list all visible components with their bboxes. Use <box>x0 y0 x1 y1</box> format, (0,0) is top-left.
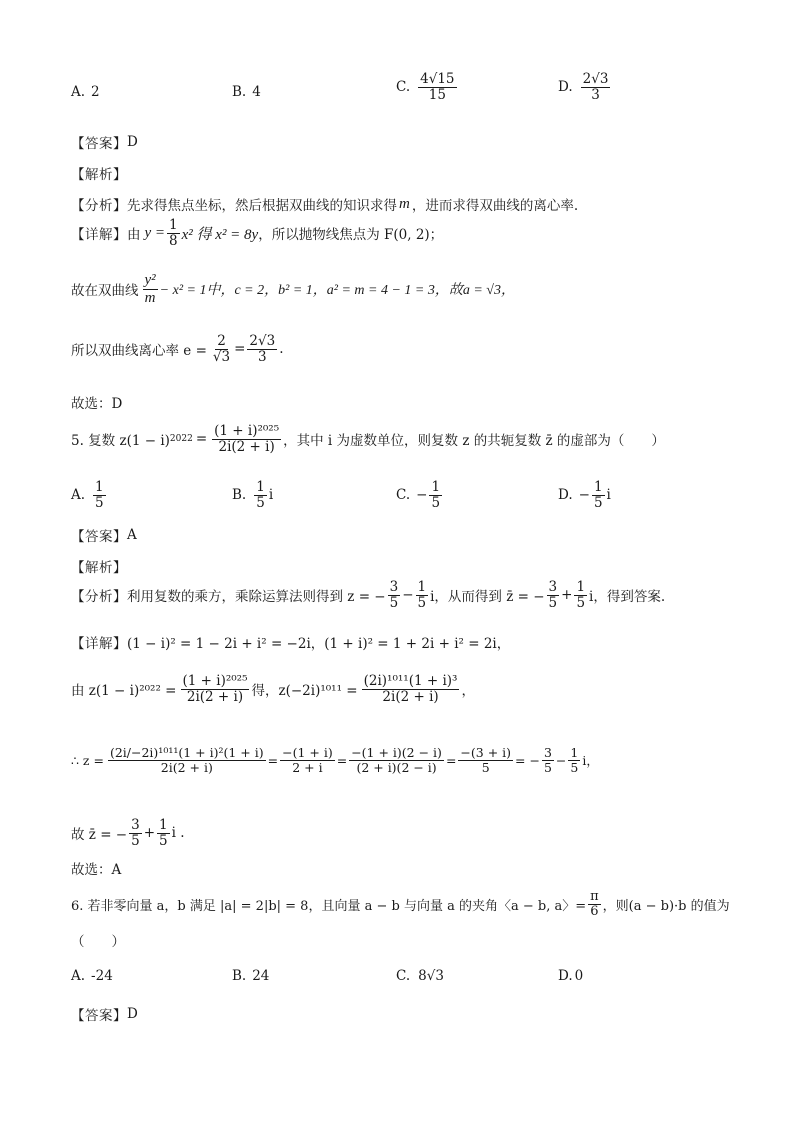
q4-jiexi-label: 【解析】 <box>71 167 127 183</box>
q5-option-c <box>396 480 444 511</box>
q5-line2 <box>71 674 475 705</box>
q5-xiangjie <box>71 632 510 652</box>
fenxi-label: 【分析】 <box>71 198 127 214</box>
math-fraction <box>547 580 560 611</box>
answer-value: A <box>127 527 137 543</box>
q6-stem <box>71 890 730 920</box>
fraction-numerator: 2 <box>217 333 226 349</box>
xiangjie-text: ，所以抛物线焦点为 F(0, 2)； <box>258 227 444 244</box>
option-pre: − <box>578 487 590 504</box>
fraction-numerator: −(1 + i) <box>282 745 333 760</box>
fraction-denominator: 5 <box>431 494 441 511</box>
q5-line4 <box>71 818 185 849</box>
math-fraction <box>143 272 158 306</box>
fraction-numerator: 2√3 <box>582 71 609 87</box>
math-operator: = <box>336 752 348 768</box>
option-text: 24 <box>252 968 270 984</box>
fraction-numerator: 2√3 <box>249 333 276 349</box>
math-expr: x² 得 x² = 8y <box>181 226 259 243</box>
fenxi-label: 【分析】 <box>71 589 127 606</box>
fraction-denominator: (2 + i)(2 − i) <box>356 759 437 775</box>
q5-fenxi <box>71 580 665 611</box>
fraction-denominator: 3 <box>591 86 600 103</box>
math-operator: = <box>234 341 246 358</box>
math-fraction <box>157 818 170 849</box>
q5-option-d <box>558 480 611 511</box>
fraction-numerator: 1 <box>159 817 168 833</box>
fraction-numerator: 3 <box>548 579 558 595</box>
q4-option-b <box>232 84 261 100</box>
math-operator: = <box>267 752 279 768</box>
fenxi-text: i，从而得到 z̄ = − <box>430 589 545 606</box>
fraction-numerator: 1 <box>256 479 265 495</box>
fraction-denominator: √3 <box>212 348 231 365</box>
fraction-denominator: 2 + i <box>292 759 323 775</box>
math-fraction <box>167 218 180 249</box>
math-fraction <box>362 674 460 705</box>
fraction-denominator: 5 <box>95 494 104 511</box>
math-fraction <box>458 746 513 775</box>
math-operator: + <box>143 825 156 842</box>
fraction-denominator: 5 <box>570 759 579 775</box>
fraction-denominator: 5 <box>159 832 168 849</box>
fraction-denominator: 5 <box>256 494 265 511</box>
fraction-denominator: 5 <box>389 594 399 611</box>
option-post: i <box>268 487 274 504</box>
answer-value: D <box>127 1006 138 1022</box>
option-fraction <box>592 480 605 511</box>
math-expr: 得，z(−2i)¹⁰¹¹ = <box>251 683 358 700</box>
fenxi-var: m <box>399 195 410 212</box>
math-fraction <box>129 818 142 849</box>
option-letter: B. <box>232 487 247 504</box>
fraction-denominator: 15 <box>428 86 446 103</box>
answer-label: 【答案】 <box>71 136 127 152</box>
option-letter: D. <box>558 487 573 504</box>
q5-guxuan: 故选：A <box>71 862 122 878</box>
option-letter: A. <box>71 487 86 504</box>
stem-text: ，其中 i 为虚数单位，则复数 z 的共轭复数 z̄ 的虚部为（ ） <box>283 433 665 450</box>
option-letter: A. <box>71 968 86 984</box>
fraction-denominator: 2i(2 + i) <box>186 688 244 705</box>
fraction-denominator: 2i(2 + i) <box>160 759 213 775</box>
fenxi-text: i，得到答案. <box>589 589 666 606</box>
option-text: -24 <box>91 968 113 984</box>
fraction-numerator: 1 <box>95 479 104 495</box>
math-expr: (1 − i)² = 1 − 2i + i² = −2i，(1 + i)² = 1 + 2i + i² = 2i， <box>127 636 511 652</box>
math-fraction <box>388 580 401 611</box>
math-fraction <box>181 674 250 705</box>
option-fraction <box>429 480 442 511</box>
fraction-denominator: 6 <box>590 904 599 920</box>
q5-option-a <box>71 480 108 511</box>
math-fraction <box>108 746 266 775</box>
option-letter: C. <box>396 968 411 984</box>
fraction-numerator: 1 <box>431 479 441 495</box>
math-operator: − <box>402 587 414 604</box>
q5-line3 <box>71 746 599 775</box>
option-letter: D. <box>558 968 573 984</box>
fraction-denominator: 3 <box>258 348 267 365</box>
q4-line2 <box>71 272 515 306</box>
fraction-numerator: y² <box>144 272 156 288</box>
math-expr: i， <box>582 753 599 769</box>
q5-answer <box>71 525 137 545</box>
math-expr: 故 z̄ = − <box>71 827 128 844</box>
math-operator: = − <box>515 752 540 768</box>
fraction-numerator: 3 <box>543 745 552 760</box>
math-operator: + <box>561 587 573 604</box>
math-fraction <box>542 746 554 775</box>
math-expr: − x² = 1中，c = 2，b² = 1，a² = m = 4 − 1 = 3，故a = √3， <box>159 283 515 298</box>
option-text: 4 <box>252 84 261 100</box>
q4-xiangjie <box>71 218 443 249</box>
math-expr: ∴ z = <box>71 752 104 768</box>
q4-option-d <box>558 72 612 103</box>
fraction-numerator: (1 + i)²⁰²⁵ <box>182 673 248 689</box>
fraction-denominator: 5 <box>481 759 490 775</box>
fraction-numerator: 3 <box>389 579 399 595</box>
q4-line3 <box>71 334 283 365</box>
fraction-denominator: m <box>144 289 156 306</box>
xiangjie-label: 【详解】 <box>71 227 127 244</box>
fraction-numerator: (1 + i)²⁰²⁵ <box>214 423 280 439</box>
fraction-denominator: 5 <box>593 494 603 511</box>
option-letter: C. <box>396 487 411 504</box>
fraction-numerator: 1 <box>417 579 427 595</box>
q5-option-b <box>232 480 273 511</box>
text: 所以双曲线离心率 e = <box>71 343 207 360</box>
q6-option-d <box>558 968 583 984</box>
q5-stem: 5. 复数 z(1 − i) 2022 = $\frac{\text{(1 + i)²⁰²⁵}}{2i(2 + i)}$ ，其中 i 为虚数单位，则复数 z 的共轭复数 z̄ 的虚部为（ ） <box>71 423 665 455</box>
option-text: 8√3 <box>418 968 444 984</box>
fraction-numerator: π <box>590 889 599 904</box>
q6-option-b <box>232 968 269 984</box>
fraction-denominator: 2i(2 + i) <box>218 438 275 455</box>
fraction-denominator: 5 <box>417 594 427 611</box>
fenxi-text: 先求得焦点坐标，然后根据双曲线的知识求得 <box>127 198 397 214</box>
option-letter: A. <box>71 84 86 100</box>
option-letter: B. <box>232 84 247 100</box>
fenxi-text: ，进而求得双曲线的离心率. <box>411 198 579 214</box>
math-expr: 由 z(1 − i)²⁰²² = <box>71 683 177 700</box>
text: . <box>279 341 284 358</box>
math-operator: = <box>445 752 457 768</box>
text: 故在双曲线 <box>71 283 139 299</box>
q6-option-c <box>396 968 444 984</box>
math-fraction <box>211 334 232 365</box>
xiangjie-text: 由 <box>127 227 141 244</box>
q6-option-a <box>71 968 113 984</box>
q4-option-c <box>396 72 459 103</box>
fraction-numerator: −(1 + i)(2 − i) <box>351 745 442 760</box>
xiangjie-label: 【详解】 <box>71 636 127 652</box>
fraction-denominator: 5 <box>576 594 586 611</box>
option-post: i <box>606 487 611 504</box>
option-text: 2 <box>91 84 100 100</box>
fraction-denominator: 5 <box>131 832 140 849</box>
math-fraction <box>416 580 429 611</box>
q6-answer <box>71 1004 138 1024</box>
fraction-denominator: 5 <box>548 594 558 611</box>
option-text: 0 <box>574 968 584 984</box>
fraction-numerator: 1 <box>593 479 603 495</box>
option-letter: C. <box>396 79 411 96</box>
option-fraction <box>581 72 611 103</box>
q4-option-a <box>71 84 100 100</box>
math-fraction <box>588 890 601 920</box>
fraction-numerator: (2i)¹⁰¹¹(1 + i)³ <box>363 673 458 689</box>
fraction-denominator: 5 <box>543 759 552 775</box>
math-fraction <box>212 424 281 455</box>
math-fraction <box>574 580 587 611</box>
math-expr: i . <box>171 825 185 842</box>
option-letter: D. <box>558 79 573 96</box>
stem-text: 6. 若非零向量 a，b 满足 |a| = 2|b| = 8，且向量 a − b 与向量 a 的夹角〈a − b, a〉= <box>71 899 587 915</box>
stem-text: ，则(a − b)·b 的值为 <box>602 899 730 915</box>
fraction-numerator: −(3 + i) <box>460 745 512 760</box>
option-pre: − <box>416 487 428 504</box>
fraction-denominator: 8 <box>169 232 178 249</box>
fraction-numerator: (2i/−2i)¹⁰¹¹(1 + i)²(1 + i) <box>109 745 264 760</box>
math-fraction <box>280 746 335 775</box>
math-fraction <box>349 746 444 775</box>
stem-text: 5. 复数 z(1 − i) <box>71 433 170 450</box>
q4-guxuan: 故选：D <box>71 396 123 412</box>
math-operator: = <box>195 431 208 448</box>
answer-label: 【答案】 <box>71 1008 127 1024</box>
math-operator: − <box>555 752 567 768</box>
fraction-numerator: 1 <box>570 745 579 760</box>
answer-value: D <box>127 134 138 150</box>
q6-stem-paren: （ ） <box>71 934 125 950</box>
fraction-numerator: 3 <box>131 817 140 833</box>
fraction-numerator: 1 <box>169 217 178 233</box>
q4-fenxi <box>71 194 578 214</box>
option-letter: B. <box>232 968 247 984</box>
fraction-numerator: 1 <box>576 579 586 595</box>
option-fraction <box>418 72 456 103</box>
fenxi-text: 利用复数的乘方，乘除运算法则得到 z = − <box>127 589 386 606</box>
q5-jiexi-label: 【解析】 <box>71 560 127 576</box>
math-expr: y = <box>144 224 166 241</box>
math-fraction <box>247 334 277 365</box>
q4-answer <box>71 132 138 152</box>
fraction-numerator: 4√15 <box>420 71 455 87</box>
math-fraction <box>568 746 580 775</box>
option-fraction <box>254 480 267 511</box>
fraction-denominator: 2i(2 + i) <box>382 688 439 705</box>
option-fraction <box>93 480 106 511</box>
answer-label: 【答案】 <box>71 529 127 545</box>
math-expr: ， <box>461 683 475 700</box>
